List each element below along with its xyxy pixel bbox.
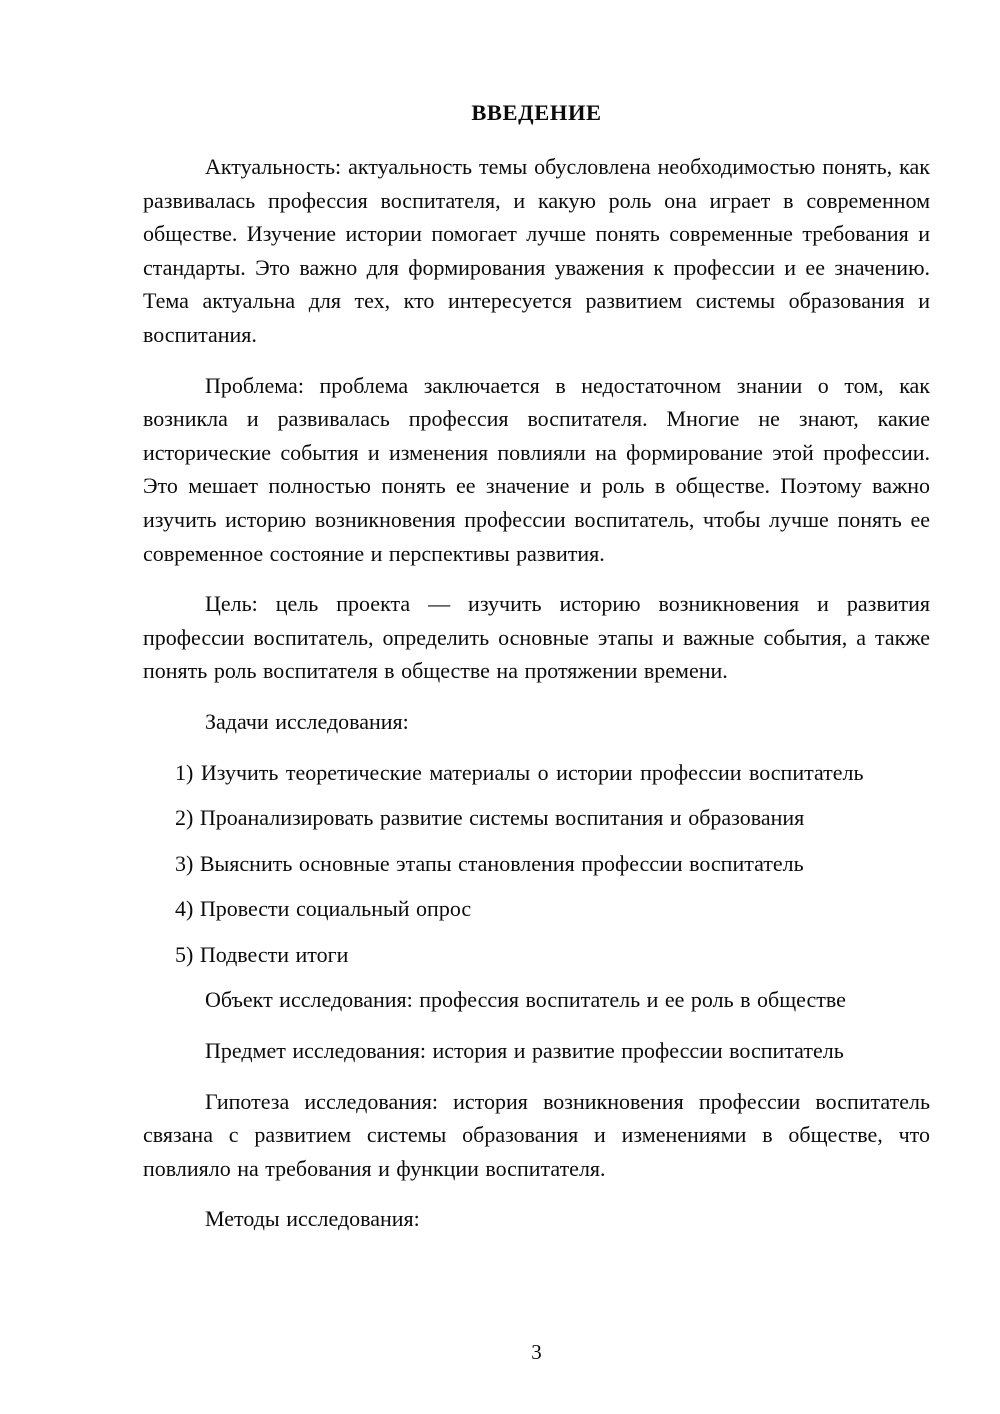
task-item-2: 2) Проанализировать развитие системы воспитания и образования xyxy=(175,805,805,831)
task-item-3: 3) Выяснить основные этапы становления профессии воспитатель xyxy=(175,850,804,876)
paragraph-subject: Предмет исследования: история и развитие профессии воспитатель xyxy=(205,1038,844,1064)
paragraph-methods-heading: Методы исследования: xyxy=(205,1206,420,1232)
paragraph-problem: Проблема: проблема заключается в недостаточном знании о том, как возникла и развивалась профессия воспитателя. Многие не знают, какие исторические события и изменения повлияли на формирование этой профессии. Это мешает полностью понять ее значение и роль в обществе. Поэтому важно изучить историю возникновения профессии воспитатель, чтобы лучше понять ее современное состояние и перспективы развития. xyxy=(143,372,930,566)
page-number: 3 xyxy=(531,1340,542,1364)
paragraph-tasks-heading: Задачи исследования: xyxy=(205,708,409,734)
paragraph-object: Объект исследования: профессия воспитатель и ее роль в обществе xyxy=(205,987,846,1013)
document-title: ВВЕДЕНИЕ xyxy=(471,100,602,125)
task-item-4: 4) Провести социальный опрос xyxy=(175,896,472,922)
task-item-5: 5) Подвести итоги xyxy=(175,941,349,967)
paragraph-goal: Цель: цель проекта — изучить историю возникновения и развития профессии воспитатель, определить основные этапы и важные события, а также понять роль воспитателя в обществе на протяжении времени. xyxy=(143,591,930,684)
paragraph-relevance: Актуальность: актуальность темы обусловлена необходимостью понять, как развивалась профессия воспитателя, и какую роль она играет в современном обществе. Изучение истории помогает лучше понять современные требования и стандарты. Это важно для формирования уважения к профессии и ее значению. Тема актуальна для тех, кто интересуется развитием системы образования и воспитания. xyxy=(143,154,930,347)
paragraph-hypothesis: Гипотеза исследования: история возникновения профессии воспитатель связана с развитием системы образования и изменениями в обществе, что повлияло на требования и функции воспитателя. xyxy=(143,1088,930,1181)
task-item-1: 1) Изучить теоретические материалы о истории профессии воспитатель xyxy=(175,759,864,785)
